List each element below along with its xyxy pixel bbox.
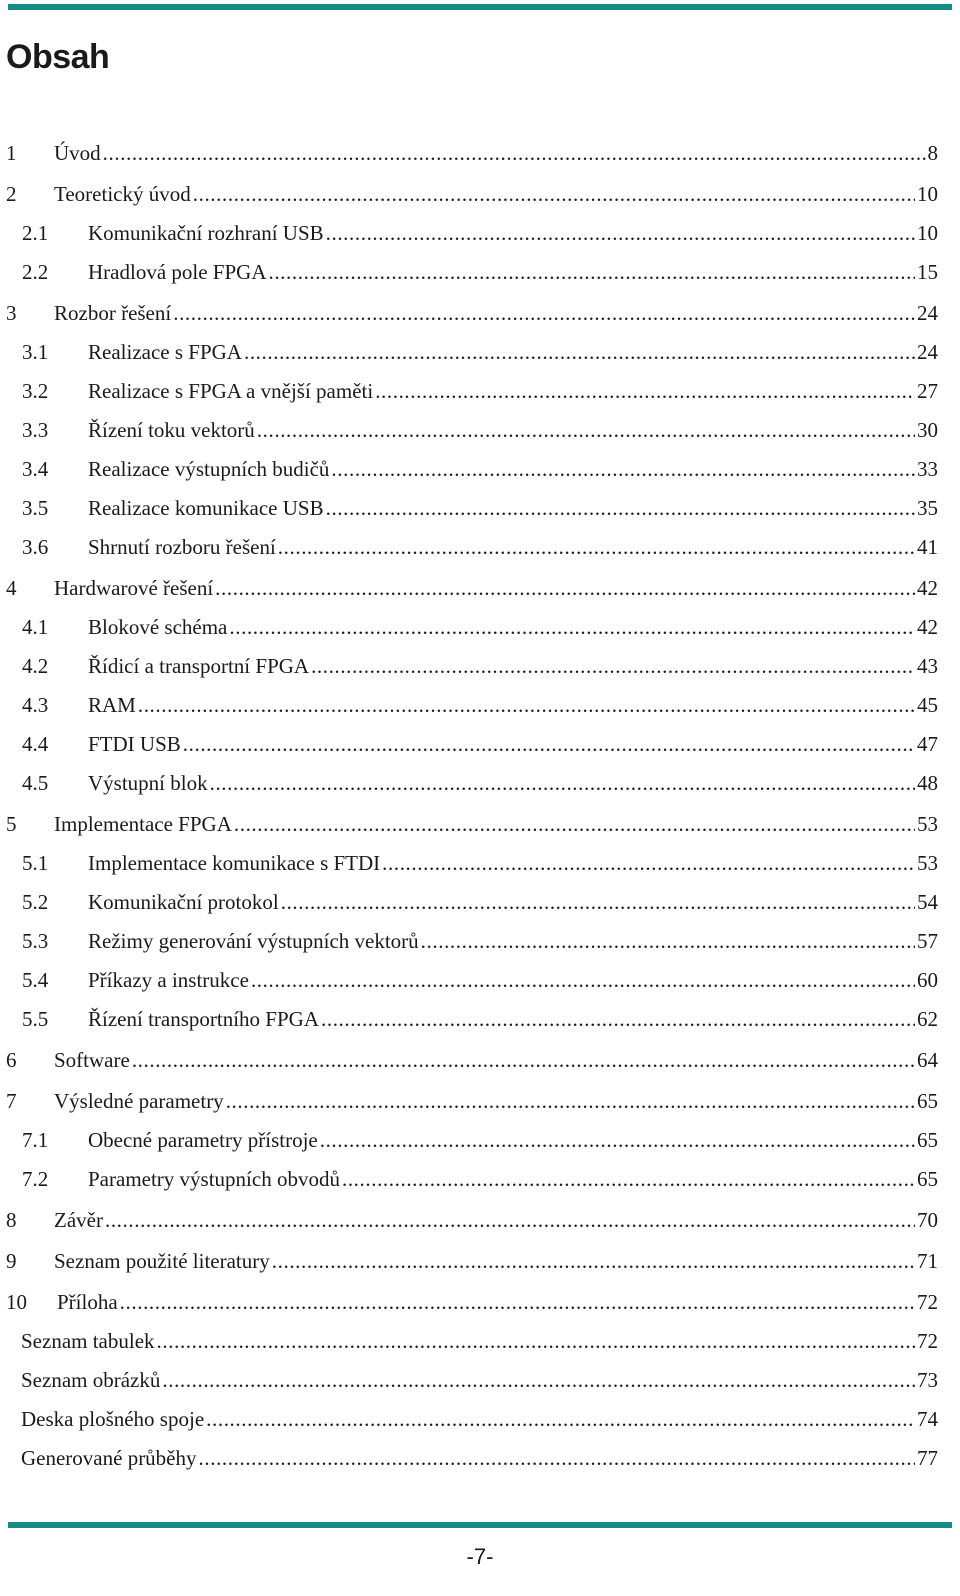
toc-entry[interactable] — [6, 412, 938, 451]
toc-entry[interactable] — [6, 765, 938, 804]
toc-entry-page: 65 — [917, 1128, 938, 1152]
dot-leader — [382, 845, 915, 881]
toc-entry-title: Úvod — [54, 141, 101, 165]
toc-entry[interactable] — [6, 373, 938, 412]
toc-entry-number: 7 — [6, 1089, 17, 1113]
dot-leader — [281, 884, 915, 920]
toc-entry-page: 65 — [917, 1167, 938, 1191]
dot-leader — [251, 962, 915, 998]
toc-entry-page: 42 — [917, 615, 938, 639]
dot-leader — [375, 373, 915, 409]
toc-entry-title: Rozbor řešení — [54, 301, 172, 325]
toc-entry-title: Hardwarové řešení — [54, 576, 214, 600]
toc-entry-page: 73 — [917, 1368, 938, 1392]
toc-entry-number: 1 — [6, 141, 17, 165]
toc-entry-number: 10 — [6, 1290, 27, 1314]
toc-entry-number: 2 — [6, 182, 17, 206]
toc-entry-page: 41 — [917, 535, 938, 559]
dot-leader — [257, 412, 915, 448]
dot-leader — [206, 1401, 915, 1437]
toc-entry-title: Řídicí a transportní FPGA — [88, 654, 310, 678]
bottom-accent-rule — [8, 1522, 952, 1528]
toc-entry-title: Generované průběhy — [21, 1446, 197, 1470]
toc-entry-page: 65 — [917, 1089, 938, 1113]
dot-leader — [210, 765, 915, 801]
toc-entry-title: Závěr — [54, 1208, 103, 1232]
toc-entry-title: Režimy generování výstupních vektorů — [88, 929, 419, 953]
dot-leader — [342, 1161, 915, 1197]
table-of-contents — [6, 135, 938, 1479]
toc-entry[interactable] — [6, 529, 938, 568]
toc-entry-page: 53 — [917, 851, 938, 875]
toc-entry-page: 24 — [917, 301, 938, 325]
dot-leader — [278, 529, 915, 565]
page-title: Obsah — [6, 38, 110, 76]
dot-leader — [326, 490, 915, 526]
dot-leader — [215, 570, 915, 606]
dot-leader — [103, 135, 926, 171]
toc-entry[interactable] — [6, 1122, 938, 1161]
dot-leader — [311, 648, 915, 684]
toc-entry[interactable] — [6, 884, 938, 923]
toc-entry[interactable] — [6, 726, 938, 765]
toc-entry-page: 57 — [917, 929, 938, 953]
top-accent-rule — [8, 4, 952, 10]
toc-entry-title: Příloha — [57, 1290, 118, 1314]
toc-entry[interactable] — [6, 1401, 938, 1440]
toc-entry-number: 3 — [6, 301, 17, 325]
toc-entry-page: 54 — [917, 890, 938, 914]
toc-entry-title: RAM — [88, 693, 136, 717]
toc-entry-number: 4 — [6, 576, 17, 600]
dot-leader — [229, 609, 915, 645]
toc-entry-number: 4.3 — [22, 693, 49, 717]
toc-entry-title: Realizace výstupních budičů — [88, 457, 330, 481]
toc-entry[interactable] — [6, 1042, 938, 1081]
dot-leader — [193, 176, 915, 212]
toc-entry-title: Řízení toku vektorů — [88, 418, 255, 442]
dot-leader — [421, 923, 915, 959]
toc-entry-page: 62 — [917, 1007, 938, 1031]
toc-entry-title: Příkazy a instrukce — [88, 968, 249, 992]
toc-entry-page: 24 — [917, 340, 938, 364]
toc-entry-page: 10 — [917, 182, 938, 206]
toc-entry-number: 3.2 — [22, 379, 49, 403]
toc-entry[interactable] — [6, 648, 938, 687]
dot-leader — [320, 1122, 915, 1158]
dot-leader — [199, 1440, 915, 1476]
toc-entry-number: 5 — [6, 812, 17, 836]
toc-entry[interactable] — [6, 1243, 938, 1282]
toc-entry[interactable] — [6, 254, 938, 293]
toc-entry-number: 3.6 — [22, 535, 49, 559]
toc-entry-page: 27 — [917, 379, 938, 403]
toc-entry-number: 2.2 — [22, 260, 49, 284]
toc-entry-title: Implementace komunikace s FTDI — [88, 851, 381, 875]
dot-leader — [162, 1362, 915, 1398]
toc-entry-number: 3.3 — [22, 418, 49, 442]
toc-entry[interactable] — [6, 1362, 938, 1401]
toc-entry-number: 8 — [6, 1208, 17, 1232]
toc-entry-number: 2.1 — [22, 221, 49, 245]
toc-entry-title: Deska plošného spoje — [21, 1407, 205, 1431]
toc-entry[interactable] — [6, 1001, 938, 1040]
toc-entry[interactable] — [6, 1202, 938, 1241]
toc-entry-title: Parametry výstupních obvodů — [88, 1167, 340, 1191]
toc-entry[interactable] — [6, 215, 938, 254]
toc-entry[interactable] — [6, 490, 938, 529]
toc-entry-number: 5.5 — [22, 1007, 49, 1031]
dot-leader — [226, 1083, 915, 1119]
toc-entry-title: Implementace FPGA — [54, 812, 232, 836]
toc-entry-number: 3.5 — [22, 496, 49, 520]
toc-entry-title: Výsledné parametry — [54, 1089, 224, 1113]
toc-entry-number: 6 — [6, 1048, 17, 1072]
dot-leader — [321, 1001, 915, 1037]
toc-entry-page: 42 — [917, 576, 938, 600]
toc-entry-title: Realizace s FPGA a vnější paměti — [88, 379, 374, 403]
toc-entry-title: Shrnutí rozboru řešení — [88, 535, 276, 559]
toc-entry-page: 64 — [917, 1048, 938, 1072]
toc-entry-title: Řízení transportního FPGA — [88, 1007, 319, 1031]
toc-entry[interactable] — [6, 1323, 938, 1362]
toc-entry-title: FTDI USB — [88, 732, 181, 756]
toc-entry-page: 70 — [917, 1208, 938, 1232]
dot-leader — [183, 726, 915, 762]
toc-entry-title: Seznam obrázků — [21, 1368, 161, 1392]
toc-entry[interactable] — [6, 176, 938, 215]
toc-entry[interactable] — [6, 845, 938, 884]
toc-entry-page: 30 — [917, 418, 938, 442]
toc-entry[interactable] — [6, 1083, 938, 1122]
dot-leader — [138, 687, 915, 723]
dot-leader — [120, 1284, 915, 1320]
dot-leader — [132, 1042, 915, 1078]
dot-leader — [157, 1323, 915, 1359]
toc-entry-title: Hradlová pole FPGA — [88, 260, 267, 284]
toc-entry[interactable] — [6, 1440, 938, 1479]
toc-entry[interactable] — [6, 687, 938, 726]
toc-entry-page: 60 — [917, 968, 938, 992]
toc-entry-number: 4.4 — [22, 732, 49, 756]
toc-entry-page: 53 — [917, 812, 938, 836]
toc-entry-title: Komunikační protokol — [88, 890, 279, 914]
toc-entry-title: Blokové schéma — [88, 615, 228, 639]
dot-leader — [173, 295, 915, 331]
toc-entry-number: 7.2 — [22, 1167, 49, 1191]
toc-entry-title: Software — [54, 1048, 130, 1072]
toc-entry-number: 4.2 — [22, 654, 49, 678]
toc-entry-page: 77 — [917, 1446, 938, 1470]
toc-entry[interactable] — [6, 962, 938, 1001]
toc-entry[interactable] — [6, 806, 938, 845]
toc-entry-title: Seznam použité literatury — [54, 1249, 270, 1273]
toc-entry-page: 47 — [917, 732, 938, 756]
toc-entry-title: Obecné parametry přístroje — [88, 1128, 318, 1152]
toc-entry-page: 71 — [917, 1249, 938, 1273]
toc-entry-page: 74 — [917, 1407, 938, 1431]
toc-entry-number: 3.1 — [22, 340, 49, 364]
dot-leader — [105, 1202, 915, 1238]
toc-entry-page: 48 — [917, 771, 938, 795]
toc-entry-title: Realizace s FPGA — [88, 340, 242, 364]
toc-entry[interactable] — [6, 1284, 938, 1323]
toc-entry-number: 3.4 — [22, 457, 49, 481]
toc-entry-number: 4.1 — [22, 615, 49, 639]
toc-entry-page: 72 — [917, 1290, 938, 1314]
toc-entry[interactable] — [6, 295, 938, 334]
toc-entry-title: Realizace komunikace USB — [88, 496, 324, 520]
dot-leader — [268, 254, 915, 290]
toc-entry-page: 35 — [917, 496, 938, 520]
toc-entry[interactable] — [6, 451, 938, 490]
toc-entry-title: Teoretický úvod — [54, 182, 191, 206]
toc-entry-number: 5.2 — [22, 890, 49, 914]
toc-entry[interactable] — [6, 609, 938, 648]
toc-entry-page: 72 — [917, 1329, 938, 1353]
toc-entry[interactable] — [6, 570, 938, 609]
toc-entry-page: 45 — [917, 693, 938, 717]
toc-entry-page: 10 — [917, 221, 938, 245]
toc-entry[interactable] — [6, 334, 938, 373]
toc-entry-page: 33 — [917, 457, 938, 481]
toc-entry[interactable] — [6, 1161, 938, 1200]
toc-entry-page: 43 — [917, 654, 938, 678]
toc-entry-number: 5.4 — [22, 968, 49, 992]
dot-leader — [272, 1243, 915, 1279]
toc-entry-number: 4.5 — [22, 771, 49, 795]
dot-leader — [331, 451, 915, 487]
toc-entry-page: 15 — [917, 260, 938, 284]
toc-entry[interactable] — [6, 135, 938, 174]
dot-leader — [326, 215, 915, 251]
toc-entry-number: 5.1 — [22, 851, 49, 875]
dot-leader — [234, 806, 915, 842]
toc-entry-title: Výstupní blok — [88, 771, 208, 795]
dot-leader — [244, 334, 915, 370]
toc-entry[interactable] — [6, 923, 938, 962]
page-number: -7- — [466, 1544, 494, 1569]
toc-entry-title: Seznam tabulek — [21, 1329, 155, 1353]
toc-entry-number: 5.3 — [22, 929, 49, 953]
toc-entry-number: 7.1 — [22, 1128, 49, 1152]
toc-entry-number: 9 — [6, 1249, 17, 1273]
toc-entry-title: Komunikační rozhraní USB — [88, 221, 324, 245]
toc-entry-page: 8 — [927, 141, 938, 165]
